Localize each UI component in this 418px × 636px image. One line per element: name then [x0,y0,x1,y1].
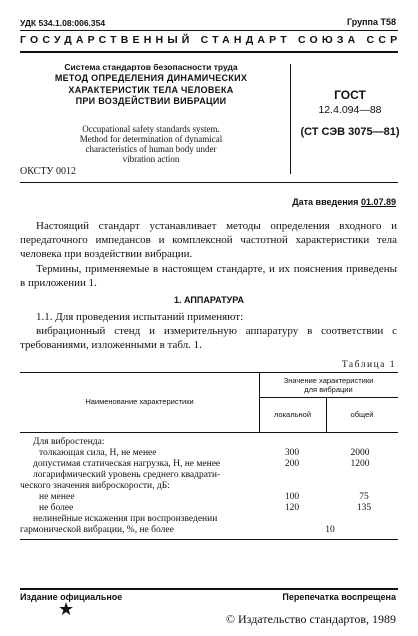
section-heading: 1. АППАРАТУРА [174,295,244,305]
group-code: Группа Т58 [346,17,396,27]
state-standard-heading: ГОСУДАРСТВЕННЫЙ СТАНДАРТ СОЮЗА ССР [20,34,402,46]
header-rule-top [20,30,398,31]
table-group-rule [259,397,398,398]
table-row-label: гармонической вибрации, %, не более [20,525,174,535]
ru-title-line-3: ПРИ ВОЗДЕЙСТВИИ ВИБРАЦИИ [75,96,227,106]
clause-1-1: 1.1. Для проведения испытаний применяют: [36,311,244,323]
cmea-number: (СТ СЭВ 3075—81) [300,126,400,138]
gost-number: 12.4.094—88 [318,104,382,116]
table-cell-general: 1200 [350,459,370,469]
col-group-header [259,376,398,394]
col-general-header: общей [350,410,374,419]
table-row-label: не более [39,503,74,513]
table-row-label: Для вибростенда: [33,437,105,447]
table-cell-local: 120 [284,503,300,513]
title-divider [290,64,291,174]
title-block [20,62,282,108]
udk-code: УДК 534.1.08:006.354 [20,18,106,28]
reprint-prohibited: Перепечатка воспрещена [282,592,396,602]
copyright: © Издательство стандартов, 1989 [225,612,396,626]
table-row-label: нелинейные искажения при воспроизведении [33,514,218,524]
col-group-line-1: Значение характеристики [283,376,374,385]
en-title-line-3: characteristics of human body under [85,144,217,154]
table-cell-merged: 10 [325,525,335,535]
en-title-line-1: Occupational safety standards system. [82,124,220,134]
header-rule-bottom [20,51,398,53]
table-cell-general: 2000 [350,448,370,458]
footer-rule [20,588,398,590]
table-bottom-rule [20,539,398,540]
table-cell-local: 100 [284,492,300,502]
title-rule-bottom [20,182,398,183]
table-caption: Таблица 1 [341,360,396,370]
ru-title-line-1: МЕТОД ОПРЕДЕЛЕНИЯ ДИНАМИЧЕСКИХ [54,73,248,83]
intro-paragraph: Настоящий стандарт устанавливает методы определения входного и передаточного импедансов и комплексной частотной характеристики тела человека при воздействии вибрации. [20,220,397,260]
gost-label: ГОСТ [334,88,366,102]
table-cell-local: 200 [284,459,300,469]
table-row-label: логарифмический уровень среднего квадрати- [33,470,221,480]
table-top-rule [20,372,398,373]
oksu-code: ОКСТУ 0012 [20,166,77,177]
en-title [26,124,276,164]
table-row-label: допустимая статическая нагрузка, Н, не менее [33,459,221,469]
terms-paragraph: Термины, применяемые в настоящем стандарте, и их пояснения приведены в приложении 1. [20,263,397,289]
en-title-line-2: Method for determination of dynamical [79,134,223,144]
table-row-label: толкающая сила, Н, не менее [39,448,157,458]
date-label: Дата введения [292,197,359,207]
gost-block [300,88,400,138]
system-title: Система стандартов безопасности труда [64,62,238,72]
col-local-header: локальной [273,410,312,419]
table-cell-general: 135 [356,503,372,513]
introduction-date [292,197,396,207]
col-group-line-2: для вибрации [304,385,353,394]
table-row-label: не менее [39,492,75,502]
en-title-line-4: vibration action [122,154,180,164]
official-edition: Издание официальное [20,592,123,602]
table-cell-general: 75 [359,492,369,502]
equipment-paragraph: вибрационный стенд и измерительную аппаратуру в соответствии с требованиями, изложенными в табл. 1. [20,325,397,351]
star-icon: ★ [58,599,75,619]
ru-title-line-2: ХАРАКТЕРИСТИК ТЕЛА ЧЕЛОВЕКА [68,84,234,95]
col-name-header: Наименование характеристики [85,397,194,406]
table-header-rule [20,432,398,433]
table-cell-local: 300 [284,448,300,458]
table-row-label: ческого значения виброскорости, дБ: [20,481,170,491]
date-value: 01.07.89 [360,197,396,207]
